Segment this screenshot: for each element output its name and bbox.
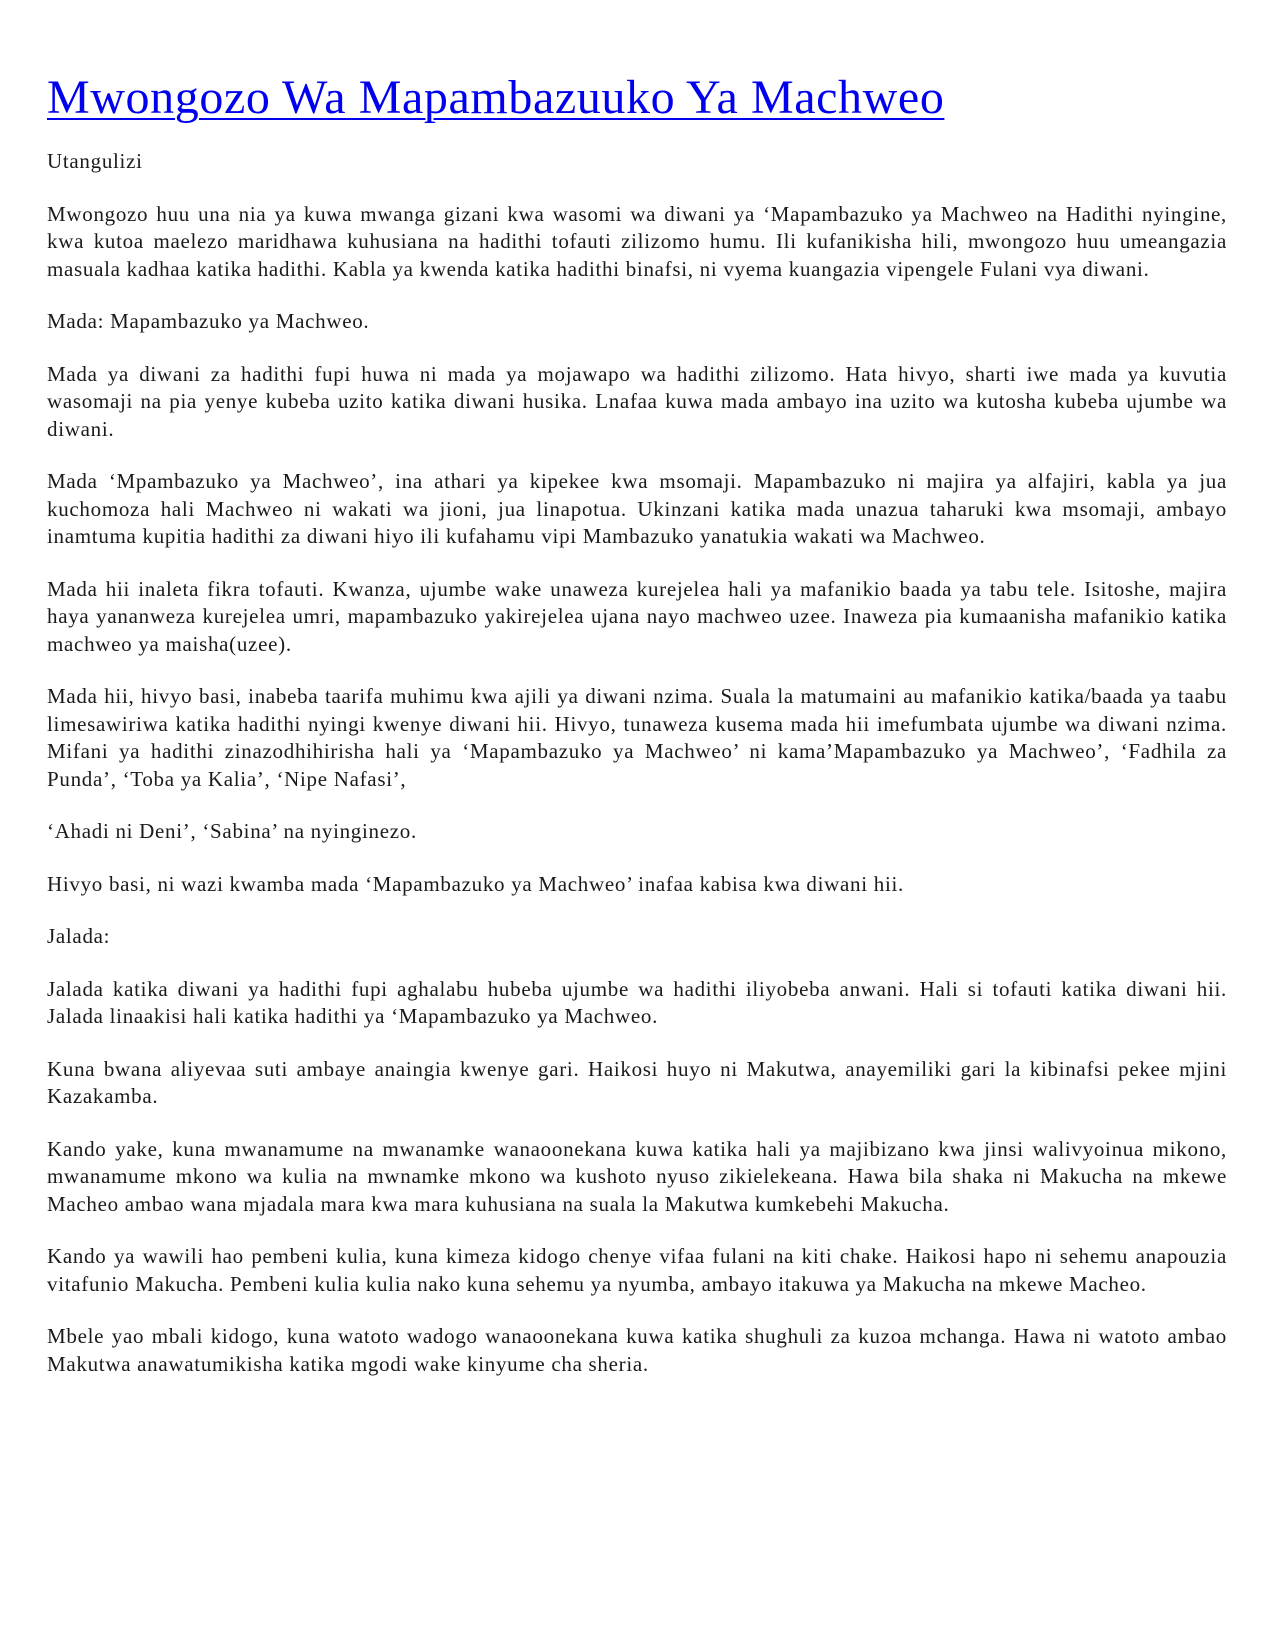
paragraph-topic-body-5: ‘Ahadi ni Deni’, ‘Sabina’ na nyinginezo. — [47, 819, 417, 843]
paragraph-intro-body: Mwongozo huu una nia ya kuwa mwanga gizani kwa wasomi wa diwani ya ‘Mapambazuko ya Machweo na Hadithi nyingine, kwa kutoa maelezo maridhawa kuhusiana na hadithi tofauti zilizomo humu. Ili kufanikisha hili, mwongozo huu umeangazia masuala kadhaa katika hadithi. Kabla ya kwenda katika hadithi binafsi, ni vyema kuangazia vipengele Fulani vya diwani. — [47, 201, 1227, 281]
paragraph-cover-body-1: Jalada katika diwani ya hadithi fupi aghalabu hubeba ujumbe wa hadithi iliyobeba anwani. Hali si tofauti katika diwani hii. Jalada linaakisi hali katika hadithi ya ‘Mapambazuko ya Machweo. — [47, 976, 1227, 1028]
paragraph-topic-body-3: Mada hii inaleta fikra tofauti. Kwanza, ujumbe wake unaweza kurejelea hali ya mafanikio baada ya tabu tele. Isitoshe, majira haya yananweza kurejelea umri, mapambazuko yakirejelea ujana nayo machweo uzee. Inaweza pia kumaanisha mafanikio katika machweo ya maisha(uzee). — [47, 576, 1227, 656]
paragraph-topic-body-4: Mada hii, hivyo basi, inabeba taarifa muhimu kwa ajili ya diwani nzima. Suala la matumaini au mafanikio katika/baada ya taabu limesawiriwa katika hadithi nyingi kwenye diwani hii. Hivyo, tunaweza kusema mada hii imefumbata ujumbe wa diwani nzima. Mifani ya hadithi zinazodhihirisha hali ya ‘Mapambazuko ya Machweo’ ni kama’Mapambazuko ya Machweo’, ‘Fadhila za Punda’, ‘Toba ya Kalia’, ‘Nipe Nafasi’, — [47, 684, 1227, 791]
paragraph-introduction-heading: Utangulizi — [47, 149, 143, 173]
paragraph-topic-conclusion: Hivyo basi, ni wazi kwamba mada ‘Mapambazuko ya Machweo’ inafaa kabisa kwa diwani hii. — [47, 871, 904, 896]
paragraph-topic-heading: Mada: Mapambazuko ya Machweo. — [47, 309, 370, 333]
paragraph-topic-body-2: Mada ‘Mpambazuko ya Machweo’, ina athari ya kipekee kwa msomaji. Mapambazuko ni majira ya alfajiri, kabla ya jua kuchomoza hali Machweo ni wakati wa jioni, jua linapotua. Ukinzani katika mada unazua taharuki kwa msomaji, ambayo inamtuma kupitia hadithi za diwani hiyo ili kufahamu vipi Mambazuko yanatukia wakati wa Machweo. — [47, 469, 1227, 548]
paragraph-cover-body-5: Mbele yao mbali kidogo, kuna watoto wadogo wanaoonekana kuwa katika shughuli za kuzoa mchanga. Hawa ni watoto ambao Makutwa anawatumikisha katika mgodi wake kinyume cha sheria. — [47, 1324, 1227, 1376]
paragraph-cover-body-2: Kuna bwana aliyevaa suti ambaye anaingia kwenye gari. Haikosi huyo ni Makutwa, anayemiliki gari la kibinafsi pekee mjini Kazakamba. — [47, 1056, 1227, 1108]
document-title-link[interactable]: Mwongozo Wa Mapambazuuko Ya Machweo — [47, 71, 945, 124]
paragraph-cover-body-4: Kando ya wawili hao pembeni kulia, kuna kimeza kidogo chenye vifaa fulani na kiti chake. Haikosi hapo ni sehemu anapouzia vitafunio Makucha. Pembeni kulia kulia nako kuna sehemu ya nyumba, ambayo itakuwa ya Makucha na mkewe Macheo. — [47, 1244, 1227, 1296]
document-page — [47, 70, 1227, 1403]
paragraph-cover-body-3: Kando yake, kuna mwanamume na mwanamke wanaoonekana kuwa katika hali ya majibizano kwa jinsi walivyoinua mikono, mwanamume mkono wa kulia na mwnamke mkono wa kushoto nyuso zikielekeana. Hawa bila shaka ni Makucha na mkewe Macheo ambao wana mjadala mara kwa mara kuhusiana na suala la Makutwa kumkebehi Makucha. — [47, 1136, 1227, 1216]
paragraph-cover-heading: Jalada: — [47, 924, 111, 948]
paragraph-topic-body-1: Mada ya diwani za hadithi fupi huwa ni mada ya mojawapo wa hadithi zilizomo. Hata hivyo, sharti iwe mada ya kuvutia wasomaji na pia yenye kubeba uzito katika diwani husika. Lnafaa kuwa mada ambayo ina uzito wa kutosha kubeba ujumbe wa diwani. — [47, 361, 1227, 441]
